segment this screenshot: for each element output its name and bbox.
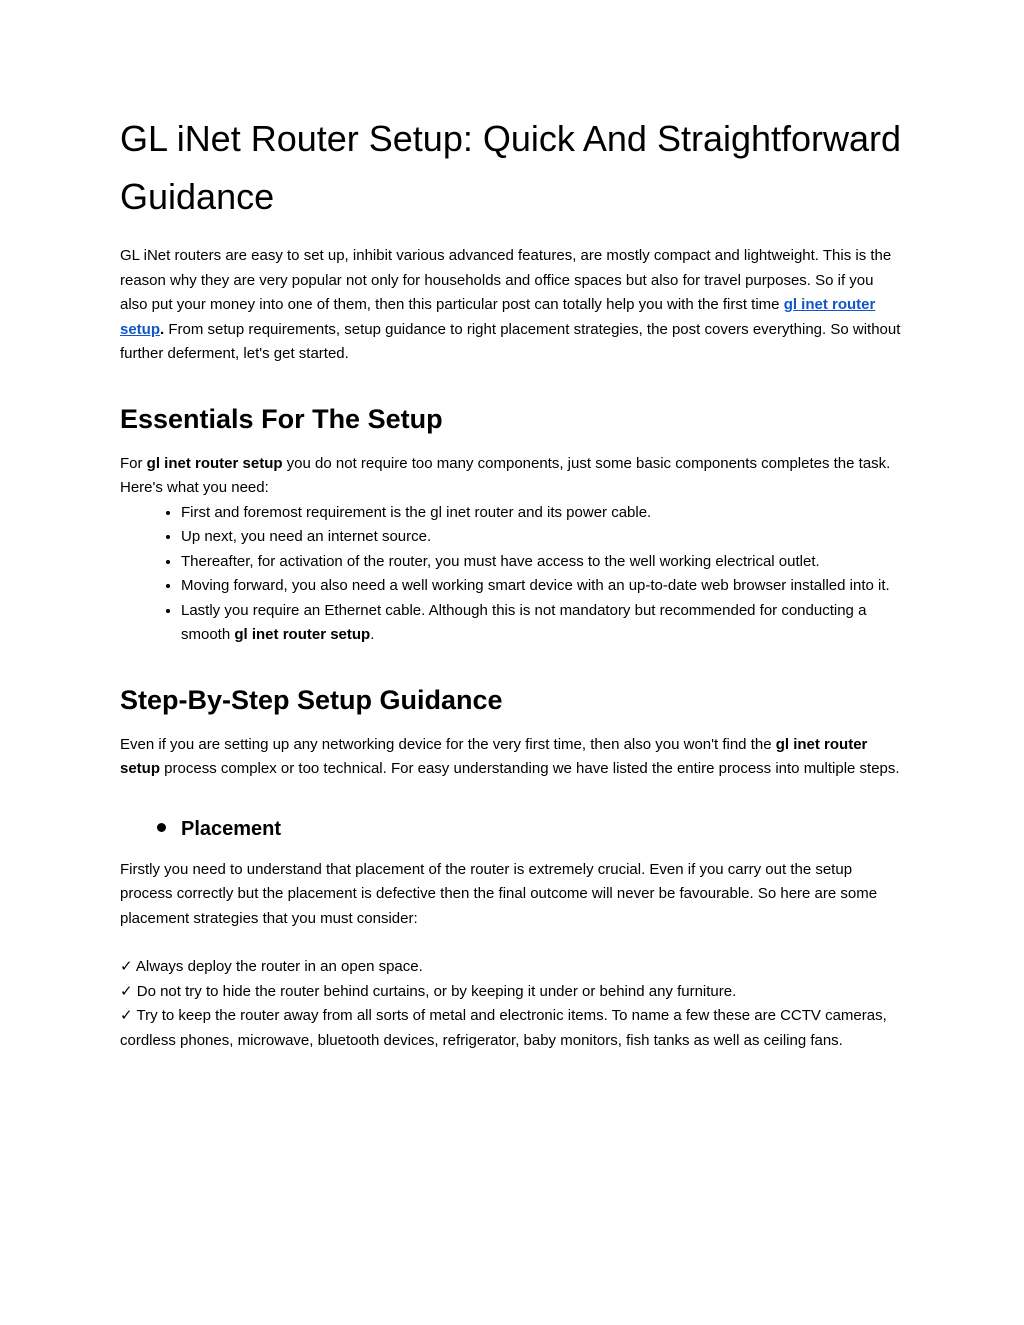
- text-segment: Do not try to hide the router behind curtains, or by keeping it under or behind any furniture.: [136, 982, 737, 1000]
- check-icon: ✓: [120, 982, 137, 1000]
- text-segment: Always deploy the router in an open space.: [135, 958, 423, 975]
- text-segment: Even if you are setting up any networking device for the very first time, then also you won't find the: [120, 735, 776, 753]
- bullet-icon: [157, 823, 166, 832]
- list-item: [181, 501, 904, 526]
- list-item: [181, 574, 904, 599]
- checklist-item: [120, 980, 904, 1005]
- checklist-item: [120, 955, 904, 980]
- check-icon: ✓: [120, 958, 136, 975]
- check-icon: ✓: [120, 1007, 137, 1024]
- essentials-intro-paragraph: [120, 452, 904, 501]
- text-segment: Up next, you need an internet source.: [181, 528, 432, 545]
- text-segment: GL iNet routers are easy to set up, inhibit various advanced features, are mostly compact and lightweight. This is the reason why they are very popular not only for households and office spaces but also for travel purposes. So if you also put your money into one of them, then this particular post can totally help you with the first time: [120, 247, 892, 313]
- steps-intro-paragraph: [120, 733, 904, 782]
- placement-checklist: [120, 955, 904, 1053]
- text-segment: From setup requirements, setup guidance to right placement strategies, the post covers everything. So without further deferment, let's get started.: [120, 320, 901, 362]
- gl-inet-router-setup-link[interactable]: gl inet router setup: [120, 296, 876, 338]
- text-segment: Firstly you need to understand that placement of the router is extremely crucial. Even if you carry out the setup process correctly but the placement is defective then the final outcome will never be favourable. So here are some placement strategies that you must consider:: [120, 860, 878, 927]
- essentials-section-heading: Essentials For The Setup: [120, 403, 443, 434]
- text-segment: Moving forward, you also need a well working smart device with an up-to-date web browser installed into it.: [181, 577, 890, 594]
- text-segment: gl inet router setup: [234, 626, 371, 643]
- text-segment: Lastly you require an Ethernet cable. Although this is not mandatory but recommended for conducting a smooth: [181, 601, 867, 643]
- checklist-item: [120, 1004, 904, 1053]
- page-title: GL iNet Router Setup: Quick And Straightforward Guidance: [120, 118, 902, 217]
- placement-sub-heading-label: Placement: [181, 817, 282, 840]
- text-segment: gl inet router setup: [146, 454, 283, 472]
- text-segment: Try to keep the router away from all sorts of metal and electronic items. To name a few these are CCTV cameras, cordless phones, microwave, bluetooth devices, refrigerator, baby monitors, fish tanks as well as ceiling fans.: [120, 1007, 887, 1049]
- text-segment: .: [160, 320, 165, 338]
- steps-section-heading: Step-By-Step Setup Guidance: [120, 684, 503, 715]
- list-item: [181, 525, 904, 550]
- text-segment: .: [370, 626, 375, 643]
- text-segment: process complex or too technical. For easy understanding we have listed the entire process into multiple steps.: [160, 760, 900, 777]
- essentials-bullet-list: [120, 501, 904, 648]
- text-segment: Thereafter, for activation of the router, you must have access to the well working electrical outlet.: [181, 552, 820, 570]
- list-item: [181, 550, 904, 575]
- list-item: [181, 599, 904, 648]
- text-segment: gl inet router setup: [120, 735, 868, 777]
- placement-intro-paragraph: [120, 858, 904, 932]
- placement-sub-heading: [120, 816, 904, 842]
- text-segment: you do not require too many components, just some basic components completes the task. Here's what you need:: [120, 454, 891, 496]
- intro-paragraph: [120, 244, 904, 367]
- text-segment: First and foremost requirement is the gl inet router and its power cable.: [181, 503, 652, 521]
- text-segment: For: [120, 454, 147, 472]
